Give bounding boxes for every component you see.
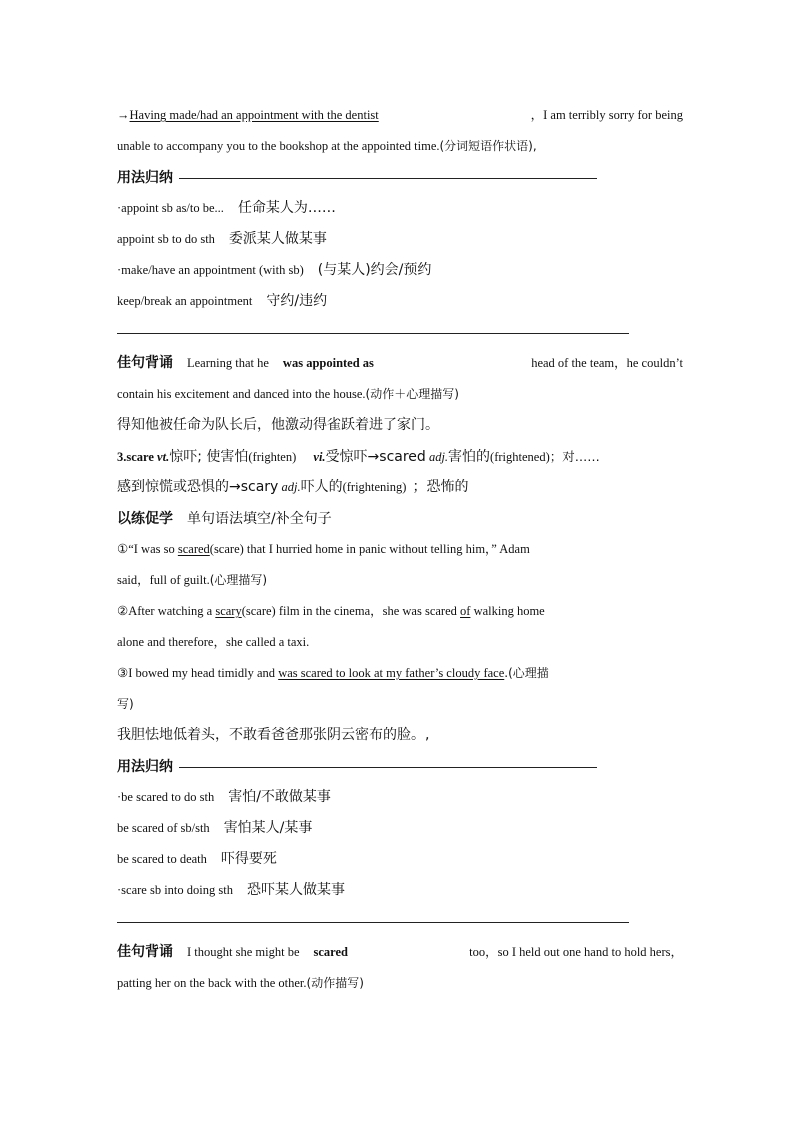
heading-rule — [179, 178, 597, 179]
answer-blank: scared — [177, 542, 210, 556]
usage-item: ·appoint sb as/to be... 任命某人为…… — [117, 200, 336, 216]
example-line-2: unable to accompany you to the bookshop at the appointed time.(分词短语作状语), — [117, 139, 537, 153]
bold-phrase: scared — [313, 945, 348, 959]
question-1-line-2: said，full of guilt.(心理描写) — [117, 573, 268, 587]
arrow-icon: → — [117, 108, 130, 122]
usage-item: keep/break an appointment 守约/违约 — [117, 293, 328, 309]
example-line-1-rest: ，I am terribly sorry for being — [530, 108, 683, 122]
usage-heading-2: 用法归纳 — [117, 751, 683, 782]
usage-item: appoint sb to do sth 委派某人做某事 — [117, 231, 327, 247]
usage-item: be scared to death 吓得要死 — [117, 851, 277, 867]
sentence-line-2: patting her on the back with the other.(动作描写) — [117, 976, 364, 990]
sentence-line-2: contain his excitement and danced into the house.(动作＋心理描写) — [117, 387, 459, 401]
practice-heading: 以练促学 单句语法填空/补全句子 — [117, 511, 332, 527]
question-3-translation: 我胆怯地低着头，不敢看爸爸那张阴云密布的脸。, — [117, 727, 430, 743]
example-line-1 — [117, 100, 683, 131]
question-2-line-1: ②After watching a scary(scare) film in the cinema，she was scared of walking home — [117, 604, 545, 618]
section-divider — [117, 317, 683, 348]
usage-item: ·be scared to do sth 害怕/不敢做某事 — [117, 789, 331, 805]
question-3-line-2: 写) — [117, 697, 134, 711]
answer-blank: was scared to look at my father’s cloudy face — [278, 666, 505, 680]
question-1-line-1: ①“I was so scared(scare) that I hurried home in panic without telling him，” Adam — [117, 542, 530, 556]
usage-heading-1: 用法归纳 — [117, 162, 683, 193]
sentence-line-1: 佳句背诵 Learning that he was appointed as head of the team，he couldn’t — [117, 355, 683, 371]
answer-blank: scary — [215, 604, 242, 618]
answer-blank: of — [460, 604, 471, 618]
sentence-title: 佳句背诵 — [117, 944, 173, 960]
headword: scare — [126, 450, 154, 464]
sentence-translation: 得知他被任命为队长后，他激动得雀跃着进了家门。 — [117, 417, 439, 433]
underlined-answer: Having made/had an appointment with the dentist — [129, 108, 379, 122]
sentence-line-1: 佳句背诵 I thought she might be scared too，so I held out one hand to hold hers， — [117, 944, 683, 960]
usage-item: ·scare sb into doing sth 恐吓某人做某事 — [117, 882, 345, 898]
question-2-line-2: alone and therefore，she called a taxi. — [117, 635, 310, 649]
section-divider — [117, 906, 683, 937]
heading-rule — [179, 767, 597, 768]
usage-item: ·make/have an appointment (with sb) (与某人)约会/预约 — [117, 262, 432, 278]
sentence-title: 佳句背诵 — [117, 355, 173, 371]
grammar-note: (分词短语作状语), — [439, 139, 537, 153]
entry-scare-line-2: 感到惊慌或恐惧的→scary adj.吓人的(frightening) ；恐怖的 — [117, 479, 469, 495]
bold-phrase: was appointed as — [282, 356, 374, 370]
document-page — [117, 100, 683, 999]
question-3-line-1: ③I bowed my head timidly and was scared to look at my father’s cloudy face.(心理描 — [117, 666, 549, 680]
entry-scare-line-1: 3.scare vt.惊吓; 使害怕(frighten) vi.受惊吓→scared adj.害怕的(frightened)；对…… — [117, 449, 600, 465]
usage-item: be scared of sb/sth 害怕某人/某事 — [117, 820, 313, 836]
